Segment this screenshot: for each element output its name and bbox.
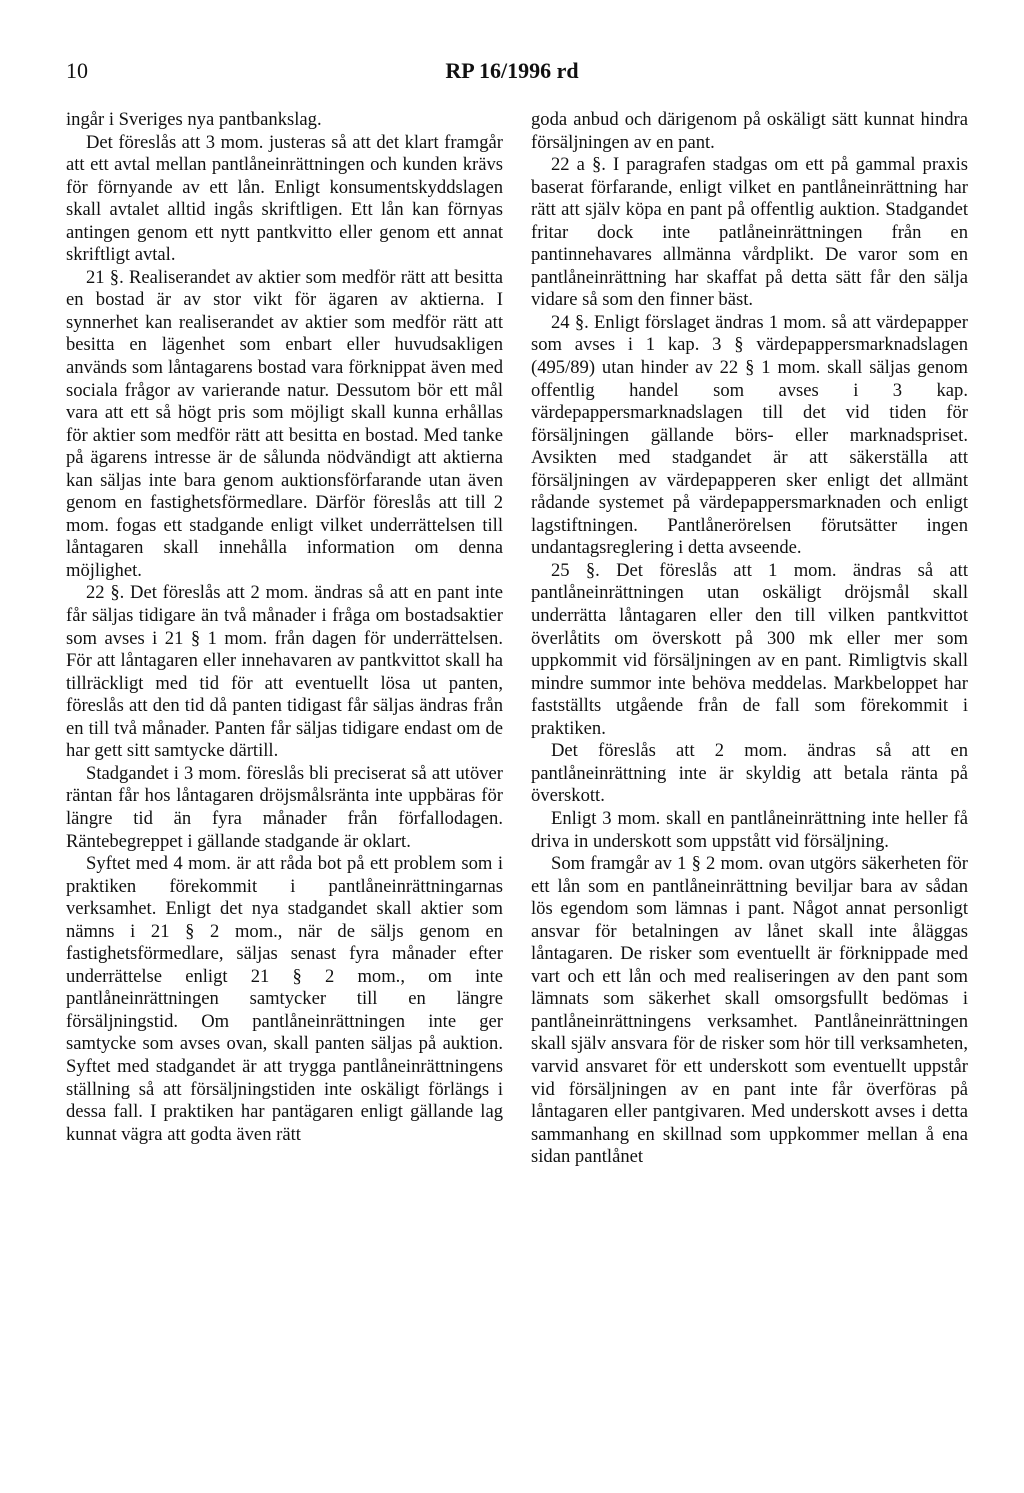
page-number: 10 (66, 58, 88, 83)
document-id-header: RP 16/1996 rd (445, 58, 579, 83)
paragraph: 22 a §. I paragrafen stadgas om ett på gammal praxis baserat förfarande, enligt vilket en pantlåneinrättning har rätt att själv köpa en pant på offentlig auktion. Stadgandet fritar dock inte patlåneinrättningen från en pantinnehavares allmänna vårdplikt. De varor som en pantlåneinrättning har skaffat på detta sätt får den sälja vidare så som den finner bäst. (531, 154, 968, 311)
left-column (66, 109, 503, 1146)
paragraph: Som framgår av 1 § 2 mom. ovan utgörs säkerheten för ett lån som en pantlåneinrättning beviljar bara av sådan lös egendom som lämnas i pant. Något annat personligt ansvar för betalningen av lånet skall inte åläggas låntagaren. De risker som eventuellt är förknippade med vart och ett lån och med realiseringen av den pant som lämnats som säkerhet skall omsorgsfullt bedömas i pantlåneinrättningens verksamhet. Pantlåneinrättningen skall själv ansvara för de risker som hör till verksamheten, varvid ansvaret för ett underskott som eventuellt uppstår vid försäljningen av en pant inte får överföras på låntagaren eller pantgivaren. Med underskott avses i detta sammanhang en skillnad som uppkommer mellan å ena sidan pantlånet (531, 853, 968, 1168)
right-column (531, 109, 968, 1169)
paragraph: Enligt 3 mom. skall en pantlåneinrättning inte heller få driva in underskott som uppstått vid försäljning. (531, 807, 968, 852)
paragraph: 22 §. Det föreslås att 2 mom. ändras så att en pant inte får säljas tidigare än två månader i fråga om bostadsaktier som avses i 21 § 1 mom. från dagen för underrättelsen. För att låntagaren eller innehavaren av pantkvittot skall ha tillräckligt med tid för att eventuellt lösa ut panten, föreslås att den tid då panten tidigast får säljas ändras från en till två månader. Panten får säljas tidigare endast om de har gett sitt samtycke därtill. (66, 582, 503, 762)
paragraph: 25 §. Det föreslås att 1 mom. ändras så att pantlåneinrättningen utan oskäligt dröjsmål skall underrätta låntagaren eller den till vilken pantkvittot överlåtits om överskott på 300 mk eller mer som uppkommit vid försäljningen av en pant. Rimligtvis skall mindre summor inte behöva meddelas. Markbeloppet har fastställts utgående från de fall som förekommit i praktiken. (531, 559, 968, 739)
paragraph: ingår i Sveriges nya pantbankslag. (66, 109, 322, 130)
paragraph: Det föreslås att 2 mom. ändras så att en pantlåneinrättning inte är skyldig att betala ränta på överskott. (531, 740, 968, 807)
paragraph: 21 §. Realiserandet av aktier som medför rätt att besitta en bostad är av stor vikt för ägaren av aktierna. I synnerhet kan realiserandet av aktier som medför rätt att besitta en lägenhet som enbart eller huvudsakligen används som låntagarens bostad vara förknippat även med sociala frågor av varierande natur. Dessutom bör ett mål vara att ett så högt pris som möjligt skall kunna erhållas för aktier som medför rätt att besitta en bostad. Med tanke på ägarens intresse är de sålunda nödvändigt att aktierna kan säljas inte bara genom auktionsförfarande utan även genom en fastighetsförmedlare. Därför föreslås att till 2 mom. fogas ett stadgande enligt vilket underrättelsen till låntagaren skall innehålla information om denna möjlighet. (66, 266, 503, 581)
paragraph: Syftet med 4 mom. är att råda bot på ett problem som i praktiken förekommit i pantlåneinrättningarnas verksamhet. Enligt det nya stadgandet skall aktier som nämns i 21 § 2 mom., när de säljs genom en fastighetsförmedlare, säljas senast fyra månader efter underrättelse enligt 21 § 2 mom., om inte pantlåneinrättningen samtycker till en längre försäljningstid. Om pantlåneinrättningen inte ger samtycke som avses ovan, skall panten säljas på auktion. Syftet med stadgandet är att trygga pantlåneinrättningens ställning så att försäljningstiden inte oskäligt förlängs i dessa fall. I praktiken har pantägaren enligt gällande lag kunnat vägra att godta även rätt (66, 853, 503, 1145)
paragraph: 24 §. Enligt förslaget ändras 1 mom. så att värdepapper som avses i 1 kap. 3 § värdepappersmarknadslagen (495/89) utan hinder av 22 § 1 mom. skall säljas genom offentlig handel som avses i 3 kap. värdepappersmarknadslagen till det vid tiden för försäljningen gällande börs- eller marknadspriset. Avsikten med stadgandet är att säkerställa att försäljningen av värdepapperen sker enligt det allmänt rådande systemet på värdepappersmarknaden och enligt lagstiftningen. Pantlånerörelsen förutsätter ingen undantagsreglering i detta avseende. (531, 311, 968, 559)
paragraph: Det föreslås att 3 mom. justeras så att det klart framgår att ett avtal mellan pantlåneinrättningen och kunden krävs för förnyande av ett lån. Enligt konsumentskyddslagen skall avtalet alltid ingås skriftligen. Ett lån kan förnyas antingen genom ett nytt pantkvitto eller genom ett annat skriftligt avtal. (66, 131, 503, 266)
paragraph: Stadgandet i 3 mom. föreslås bli preciserat så att utöver räntan får hos låntagaren dröjsmålsränta inte uppbäras för längre tid än fyra månader från förfallodagen. Räntebegreppet i gällande stadgande är oklart. (66, 762, 503, 852)
paragraph: goda anbud och därigenom på oskäligt sätt kunnat hindra försäljningen av en pant. (531, 109, 968, 153)
